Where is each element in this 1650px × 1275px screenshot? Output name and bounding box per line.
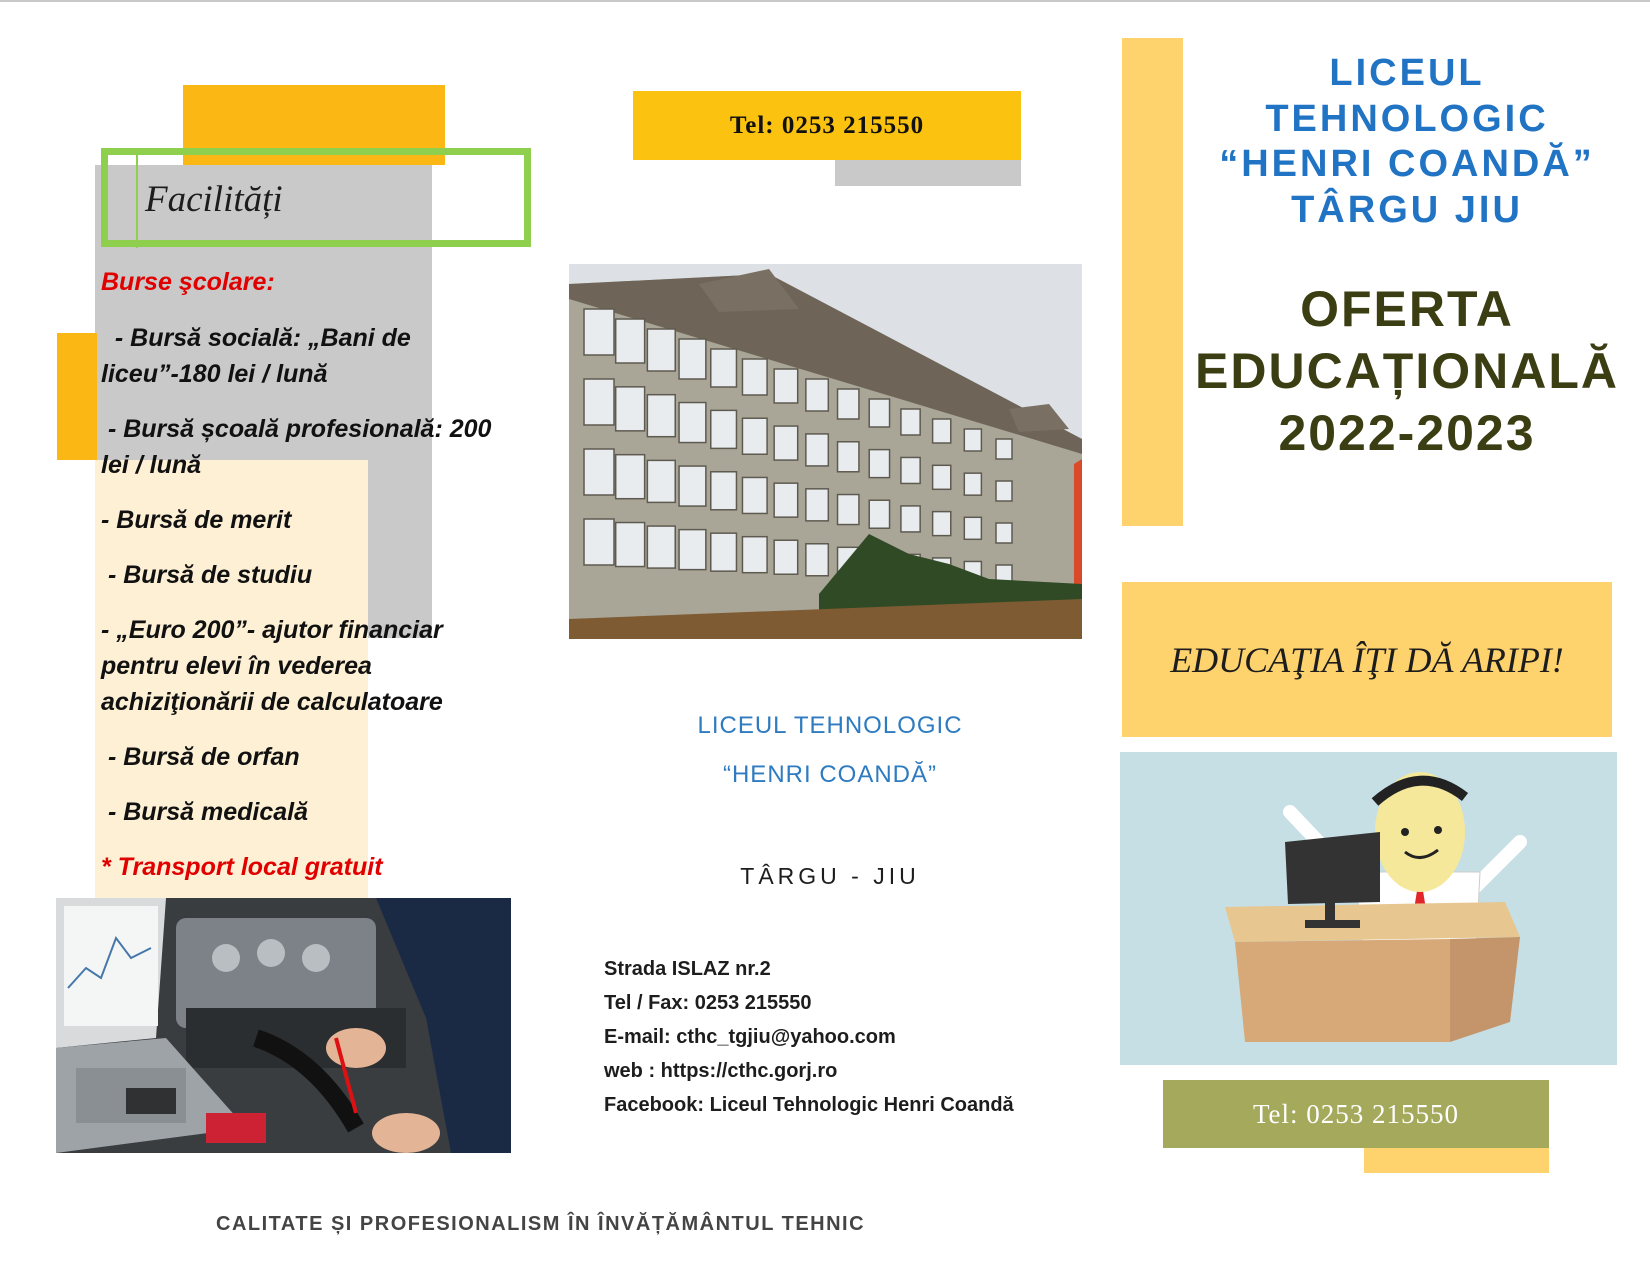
building-window [806, 489, 828, 521]
decor-yellow-bar [1122, 38, 1183, 526]
building-window [838, 495, 859, 525]
building-window [647, 460, 675, 502]
building-window [774, 483, 798, 517]
building-window [711, 349, 737, 387]
school-name-line1: LICEUL TEHNOLOGIC [697, 712, 963, 739]
building-window [647, 395, 675, 437]
building-window [584, 309, 614, 355]
building-window [996, 481, 1012, 501]
decor-orange-strip [57, 333, 97, 460]
website: web : https://cthc.gorj.ro [604, 1060, 838, 1082]
slogan: EDUCAŢIA ÎŢI DĂ ARIPI! [1170, 639, 1564, 680]
facility-line: - Bursă școală profesională: 200 [101, 415, 492, 443]
building-window [616, 319, 645, 363]
transport-line: * Transport local gratuit [101, 853, 383, 881]
facility-line: - Bursă de studiu [101, 561, 313, 589]
facility-line: lei / lună [101, 451, 202, 479]
facility-line: liceu”-180 lei / lună [101, 360, 328, 388]
building-window [679, 466, 706, 506]
offer-year: 2022-2023 [1278, 405, 1536, 461]
scholarships-heading: Burse şcolare: [101, 268, 275, 296]
school-title-line: LICEUL [1329, 52, 1485, 94]
building-window [742, 418, 767, 454]
building-window [584, 449, 614, 495]
building-window [679, 530, 706, 570]
offer-title: EDUCAȚIONALĂ [1195, 343, 1619, 399]
building-window [679, 403, 706, 443]
building-window [838, 389, 859, 419]
slogan-box [1122, 582, 1612, 737]
building-window [742, 537, 767, 573]
building-window [616, 387, 645, 431]
address: Strada ISLAZ nr.2 [604, 958, 771, 980]
tagline: CALITATE ȘI PROFESIONALISM ÎN ÎNVĂȚĂMÂNTUL TEHNIC [216, 1213, 866, 1235]
school-title-line: TÂRGU JIU [1291, 189, 1523, 231]
phone-footer: Tel: 0253 215550 [1163, 1080, 1549, 1148]
building-window [584, 379, 614, 425]
building-window [806, 379, 828, 411]
building-window [869, 500, 889, 528]
building-window [996, 439, 1012, 459]
facility-line: achiziţionării de calculatoare [101, 688, 443, 716]
facility-line: - „Euro 200”- ajutor financiar [101, 616, 443, 644]
facility-line: - Bursă medicală [101, 798, 309, 826]
building-window [742, 477, 767, 513]
facilities-heading: Facilități [145, 179, 283, 220]
phone-banner: Tel: 0253 215550 [633, 91, 1021, 160]
facebook: Facebook: Liceul Tehnologic Henri Coandă [604, 1094, 1014, 1116]
building-window [647, 329, 675, 371]
building-window [964, 429, 981, 451]
building-window [901, 506, 920, 532]
facility-line: - Bursă de merit [101, 506, 292, 534]
building-window [933, 465, 951, 489]
building-window [933, 419, 951, 443]
building-window [774, 426, 798, 460]
building-window [996, 523, 1012, 543]
school-name-line2: “HENRI COANDĂ” [722, 761, 937, 788]
building-window [964, 473, 981, 495]
building-window [806, 544, 828, 576]
engine-diagnostics-photo [56, 898, 511, 1153]
building-window [901, 457, 920, 483]
building-window [647, 526, 675, 568]
school-building-photo [569, 264, 1082, 639]
building-window [711, 533, 737, 571]
building-window [711, 472, 737, 510]
top-border [0, 0, 1650, 2]
facility-line: - Bursă de orfan [101, 743, 300, 771]
building-window [679, 339, 706, 379]
building-window [584, 519, 614, 565]
decor-grey-bar [835, 160, 1021, 186]
tel-fax: Tel / Fax: 0253 215550 [604, 992, 812, 1014]
building-window [616, 523, 645, 567]
email: E-mail: cthc_tgjiu@yahoo.com [604, 1026, 896, 1048]
building-window [838, 442, 859, 472]
facility-line: pentru elevi în vederea [101, 652, 372, 680]
offer-title: OFERTA [1300, 281, 1514, 337]
city: TÂRGU - JIU [740, 863, 920, 889]
building-window [869, 399, 889, 427]
building-window [711, 410, 737, 448]
happy-worker-illustration [1120, 752, 1617, 1065]
building-window [806, 434, 828, 466]
building-window [933, 512, 951, 536]
building-window [742, 359, 767, 395]
building-window [616, 455, 645, 499]
building-window [964, 517, 981, 539]
heading-frame-line [136, 152, 138, 248]
building-window [774, 369, 798, 403]
building-window [774, 540, 798, 574]
building-window [869, 450, 889, 478]
facility-line: - Bursă socială: „Bani de [101, 324, 411, 352]
school-title-line: TEHNOLOGIC [1265, 98, 1549, 140]
building-window [901, 409, 920, 435]
school-title-line: “HENRI COANDĂ” [1219, 143, 1595, 185]
